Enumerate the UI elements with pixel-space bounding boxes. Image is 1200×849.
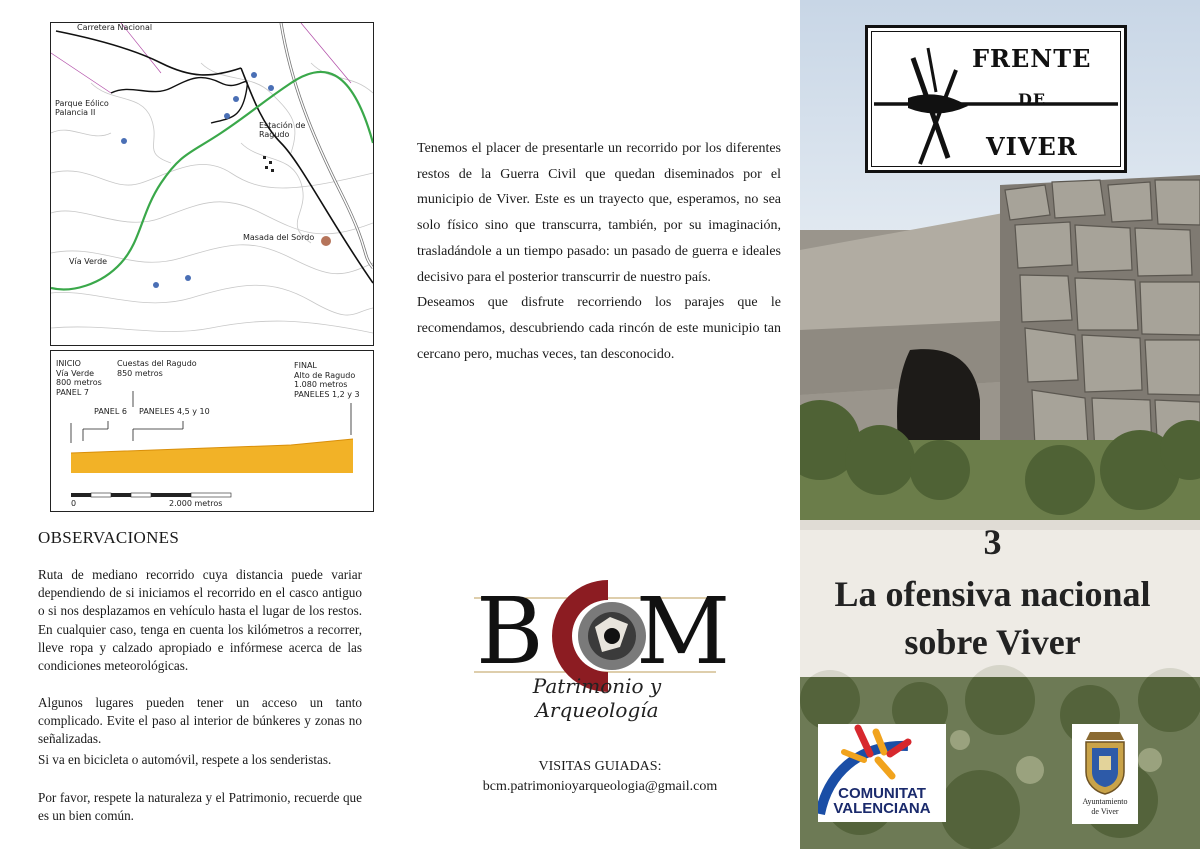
profile-cuestas: Cuestas del Ragudo 850 metros bbox=[117, 359, 197, 378]
intro-text bbox=[417, 136, 781, 367]
profile-paneles: PANELES 4,5 y 10 bbox=[139, 407, 210, 416]
ay-line1: Ayuntamiento bbox=[1082, 797, 1128, 806]
scale-end-label: 2.000 metros bbox=[169, 499, 223, 508]
map-label-estacion: Estación de Ragudo bbox=[259, 121, 306, 140]
brochure-number: 3 bbox=[983, 522, 1002, 562]
brochure-title: La ofensiva nacional sobre Viver bbox=[834, 574, 1151, 662]
logo-word-viver: VIVER bbox=[986, 132, 1078, 161]
profile-graphic bbox=[51, 351, 373, 511]
route-map bbox=[50, 22, 374, 346]
observaciones-p1: Ruta de mediano recorrido cuya distancia puede variar dependiendo de si iniciamos el recorrido en el casco antiguo o si nos desplazamos en vehículo hasta el lugar de los restos. En cualquier caso, tenga en cuenta los kilómetros a recorrer, lleve ropa y calzado apropiado e infórmese acerca de las condiciones meteorológicas. bbox=[38, 567, 362, 674]
intro-p1: Tenemos el placer de presentarle un recorrido por los diferentes restos de la Guerra Civil que quedan diseminados por el municipio de Viver. Este es un trayecto que, esperamos, no sea solo físico sino que transcurra, también, por su imaginación, trasladándole a un tiempo pasado: un pasado de guerra e ideales decisivo para el posterior transcurrir de nuestro país. bbox=[417, 141, 781, 285]
map-graphic bbox=[51, 23, 373, 345]
ay-line2: de Viver bbox=[1091, 807, 1119, 816]
intro-p2: Deseamos que disfrute recorriendo los parajes que le recomendamos, descubriendo cada rincón de este municipio tan cercano pero, muchas veces, tan desconocido. bbox=[417, 295, 781, 362]
bcm-tagline: Patrimonio y Arqueología bbox=[532, 674, 662, 722]
bcm-letter-m: M bbox=[636, 578, 731, 685]
visitas-label: VISITAS GUIADAS: bbox=[538, 759, 662, 774]
profile-final: FINAL Alto de Ragudo 1.080 metros PANELES 1,2 y 3 bbox=[294, 361, 360, 399]
observaciones-title: OBSERVACIONES bbox=[38, 528, 180, 547]
map-label-masada: Masada del Sordo bbox=[243, 233, 315, 242]
coat-of-arms-icon bbox=[1072, 724, 1138, 796]
map-label-via-verde: Vía Verde bbox=[69, 257, 108, 266]
profile-inicio: INICIO Vía Verde 800 metros PANEL 7 bbox=[56, 359, 102, 397]
middle-panel bbox=[400, 0, 800, 849]
cv-line2: VALENCIANA bbox=[833, 800, 931, 817]
map-label-parque-eolico: Parque Eólico Palancia II bbox=[55, 99, 109, 118]
bcm-letter-b: B bbox=[476, 578, 544, 685]
observaciones-p2: Algunos lugares pueden tener un acceso un tanto complicado. Evite el paso al interior de búnkeres y zonas no señalizadas. bbox=[38, 695, 362, 747]
observaciones-p3: Si va en bicicleta o automóvil, respete a los senderistas. bbox=[38, 752, 332, 767]
scale-start-label: 0 bbox=[71, 499, 77, 508]
cv-line1: COMUNITAT bbox=[838, 785, 926, 802]
logo-word-frente: FRENTE bbox=[972, 44, 1092, 73]
ayuntamiento-text bbox=[1072, 797, 1138, 817]
visitas-email[interactable]: bcm.patrimonioyarqueologia@gmail.com bbox=[482, 779, 718, 794]
map-label-carretera: Carretera Nacional bbox=[77, 23, 153, 32]
frente-de-viver-logo bbox=[865, 25, 1127, 173]
comunitat-valenciana-text bbox=[818, 786, 946, 816]
visitas-guiadas bbox=[400, 757, 800, 797]
elevation-profile bbox=[50, 350, 374, 512]
observaciones-p4: Por favor, respete la naturaleza y el Patrimonio, recuerde que es un bien común. bbox=[38, 790, 362, 824]
left-panel bbox=[0, 0, 400, 849]
cover-panel bbox=[800, 0, 1200, 849]
logo-word-de: DE bbox=[1018, 90, 1047, 109]
profile-panel6: PANEL 6 bbox=[94, 407, 127, 416]
